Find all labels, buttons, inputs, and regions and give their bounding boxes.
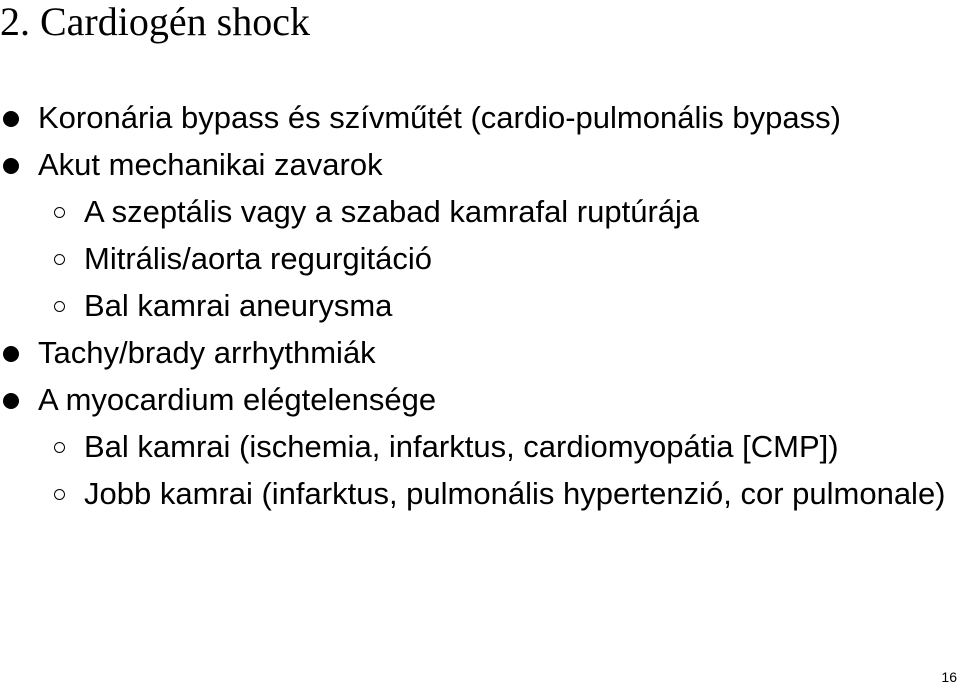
filled-bullet-icon [3,111,19,127]
bullet-text: A myocardium elégtelensége [38,382,437,417]
bullet-text: Akut mechanikai zavarok [38,147,383,182]
sub-bullet-text: A szeptális vagy a szabad kamrafal ruptúrája [84,194,700,229]
hollow-bullet-icon [54,254,65,265]
filled-bullet-icon [3,158,19,174]
slide-title: 2. Cardiogén shock [0,0,310,44]
filled-bullet-icon [3,393,19,409]
hollow-bullet-icon [54,442,65,453]
filled-bullet-icon [3,346,19,362]
sub-bullet-text: Jobb kamrai (infarktus, pulmonális hypertenzió, cor pulmonale) [84,476,946,511]
bullet-text: Koronária bypass és szívműtét (cardio-pulmonális bypass) [38,100,841,135]
page-number: 16 [941,669,957,685]
sub-bullet-text: Bal kamrai aneurysma [84,288,393,323]
sub-bullet-text: Bal kamrai (ischemia, infarktus, cardiomyopátia [CMP]) [84,429,839,464]
sub-bullet-text: Mitrális/aorta regurgitáció [84,241,433,276]
hollow-bullet-icon [54,207,65,218]
bullet-text: Tachy/brady arrhythmiák [38,335,376,370]
hollow-bullet-icon [54,489,65,500]
hollow-bullet-icon [54,301,65,312]
